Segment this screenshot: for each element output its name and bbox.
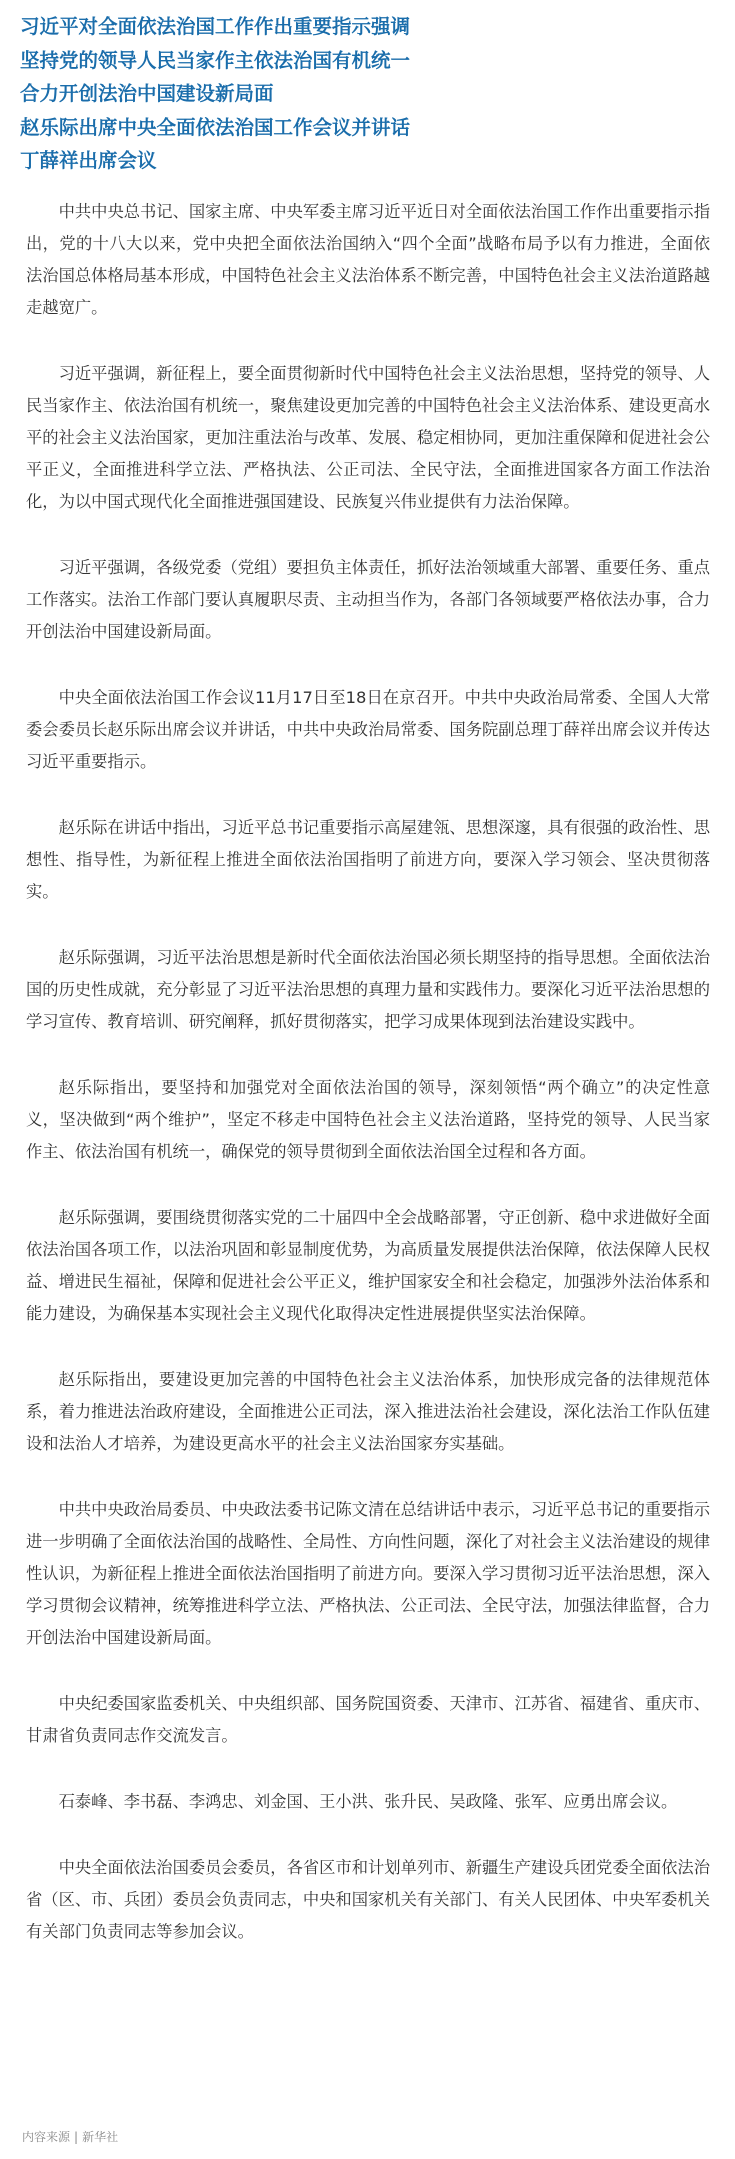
paragraph: 中共中央政治局委员、中央政法委书记陈文清在总结讲话中表示，习近平总书记的重要指示进一步明确了全面依法治国的战略性、全局性、方向性问题，深化了对社会主义法治建设的规律性认识，为新征程上推进全面依法治国指明了前进方向。要深入学习贯彻习近平法治思想，深入学习贯彻会议精神，统筹推进科学立法、严格执法、公正司法、全民守法，加强法律监督，合力开创法治中国建设新局面。 — [26, 1500, 710, 1647]
headline-line-3: 合力开创法治中国建设新局面 — [20, 82, 274, 105]
paragraph: 习近平强调，各级党委（党组）要担负主体责任，抓好法治领域重大部署、重要任务、重点工作落实。法治工作部门要认真履职尽责、主动担当作为，各部门各领域要严格依法办事，合力开创法治中国建设新局面。 — [26, 558, 710, 641]
source-label: 内容来源 — [22, 2130, 71, 2144]
source-value: 新华社 — [82, 2130, 119, 2144]
paragraph: 赵乐际强调，习近平法治思想是新时代全面依法治国必须长期坚持的指导思想。全面依法治国的历史性成就，充分彰显了习近平法治思想的真理力量和实践伟力。要深化习近平法治思想的学习宣传、教育培训、研究阐释，抓好贯彻落实，把学习成果体现到法治建设实践中。 — [26, 948, 710, 1031]
headline-block — [20, 10, 720, 178]
headline-line-5: 丁薛祥出席会议 — [20, 149, 157, 172]
article-body — [26, 196, 710, 1982]
headline-line-2: 坚持党的领导人民当家作主依法治国有机统一 — [20, 48, 411, 72]
paragraph: 中央全面依法治国委员会委员，各省区市和计划单列市、新疆生产建设兵团党委全面依法治省（区、市、兵团）委员会负责同志，中央和国家机关有关部门、有关人民团体、中央军委机关有关部门负责同志等参加会议。 — [26, 1858, 710, 1941]
headline-line-1: 习近平对全面依法治国工作作出重要指示强调 — [20, 15, 411, 38]
source-credit — [22, 2128, 118, 2145]
paragraph: 石泰峰、李书磊、李鸿忠、刘金国、王小洪、张升民、吴政隆、张军、应勇出席会议。 — [58, 1792, 678, 1811]
headline-line-4: 赵乐际出席中央全面依法治国工作会议并讲话 — [20, 115, 411, 139]
paragraph: 赵乐际指出，要坚持和加强党对全面依法治国的领导，深刻领悟“两个确立”的决定性意义，坚决做到“两个维护”，坚定不移走中国特色社会主义法治道路，坚持党的领导、人民当家作主、依法治国有机统一，确保党的领导贯彻到全面依法治国全过程和各方面。 — [26, 1078, 710, 1161]
paragraph: 习近平强调，新征程上，要全面贯彻新时代中国特色社会主义法治思想，坚持党的领导、人民当家作主、依法治国有机统一，聚焦建设更加完善的中国特色社会主义法治体系、建设更高水平的社会主义法治国家，更加注重法治与改革、发展、稳定相协同，更加注重保障和促进社会公平正义，全面推进科学立法、严格执法、公正司法、全民守法，全面推进国家各方面工作法治化，为以中国式现代化全面推进强国建设、民族复兴伟业提供有力法治保障。 — [26, 364, 710, 511]
paragraph: 中央纪委国家监委机关、中央组织部、国务院国资委、天津市、江苏省、福建省、重庆市、甘肃省负责同志作交流发言。 — [26, 1694, 710, 1745]
source-separator: | — [74, 2130, 79, 2144]
paragraph: 赵乐际在讲话中指出，习近平总书记重要指示高屋建瓴、思想深邃，具有很强的政治性、思想性、指导性，为新征程上推进全面依法治国指明了前进方向，要深入学习领会、坚决贯彻落实。 — [26, 818, 710, 901]
paragraph: 中共中央总书记、国家主席、中央军委主席习近平近日对全面依法治国工作作出重要指示指出，党的十八大以来，党中央把全面依法治国纳入“四个全面”战略布局予以有力推进，全面依法治国总体格局基本形成，中国特色社会主义法治体系不断完善，中国特色社会主义法治道路越走越宽广。 — [26, 202, 710, 317]
paragraph: 中央全面依法治国工作会议11月17日至18日在京召开。中共中央政治局常委、全国人大常委会委员长赵乐际出席会议并讲话，中共中央政治局常委、国务院副总理丁薛祥出席会议并传达习近平重要指示。 — [26, 688, 710, 771]
paragraph: 赵乐际指出，要建设更加完善的中国特色社会主义法治体系，加快形成完备的法律规范体系，着力推进法治政府建设，全面推进公正司法，深入推进法治社会建设，深化法治工作队伍建设和法治人才培养，为建设更高水平的社会主义法治国家夯实基础。 — [26, 1370, 710, 1453]
paragraph: 赵乐际强调，要围绕贯彻落实党的二十届四中全会战略部署，守正创新、稳中求进做好全面依法治国各项工作，以法治巩固和彰显制度优势，为高质量发展提供法治保障，依法保障人民权益、增进民生福祉，保障和促进社会公平正义，维护国家安全和社会稳定，加强涉外法治体系和能力建设，为确保基本实现社会主义现代化取得决定性进展提供坚实法治保障。 — [26, 1208, 710, 1323]
